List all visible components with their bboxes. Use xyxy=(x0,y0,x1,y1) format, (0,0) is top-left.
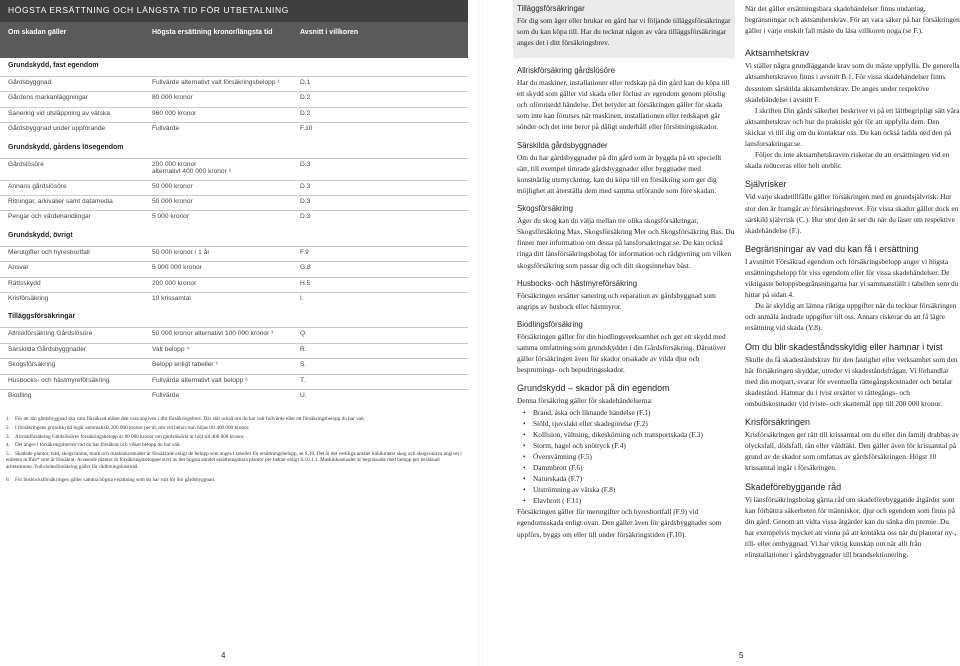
tillagg-heading: Tilläggsförsäkringar xyxy=(517,4,585,13)
allrisk-text: Har du maskiner, installationer eller redskap på din gård kan du köpa till ett skydd som gäller vid skada eller förlust av egendom genom plötslig och oförutsedd händelse. Det betyder att försäkringen gäller för skada som inte kan förutses när maskinen, installationen eller redskapet går sönder och det inte beror på dåligt underhåll eller förslitningsskador. xyxy=(517,78,730,132)
ska-text: Vi länsförsäkringsbolag gärna råd om skadeförebyggande åtgärder som kan förbättra säkerheten för människor, djur och egendom som finns på din gård. Genom att vidta vissa åtgärder kan du sänka din premie. Du har exempelvis mycket att vinna på att kontakta oss när du planerar ny-, till- eller ombyggnad. Vi har viktig kunskap om när allt från elinstallationer i gårdsbyggnader till brandsektionering. xyxy=(745,494,957,560)
cell-damage: Annans gårdslösöre xyxy=(8,182,67,190)
cell-section: D.2 xyxy=(300,94,311,102)
footnote-number: 5. xyxy=(6,450,10,457)
grund-list-item: • Dammbrott (F.6) xyxy=(523,462,735,473)
footnote xyxy=(6,425,466,432)
table-section-heading: Tilläggsförsäkringar xyxy=(8,313,76,321)
cell-max xyxy=(152,264,202,271)
cell-damage: Merutgifter och hyresbortfall xyxy=(8,248,90,256)
cell-max-value: Fullvärde xyxy=(152,125,180,133)
cell-section: S. xyxy=(300,361,307,369)
table-row xyxy=(0,107,468,122)
cell-max xyxy=(152,198,193,205)
table-row xyxy=(0,358,468,373)
cell-max-value: 80 000 kronor xyxy=(152,94,193,102)
cell-max-value: 200 000 kronor xyxy=(152,279,197,287)
table-section-heading: Grundskydd, gårdens lösegendom xyxy=(8,143,124,151)
sarskilda-text: Om du har gårdsbyggnader på din gård som är byggda på ett speciellt sätt, till exempel timrade gårdsbyggnader eller byggnader med konstnärlig utsmyckning, kan du köpa till en försäkring som ger dig möjlighet att återställa dem med samma utförande som före skadan. xyxy=(517,152,722,195)
cell-max xyxy=(152,161,231,175)
grund-list-item: • Brand, åska och liknande händelse (F.1) xyxy=(523,407,735,418)
sjalv-text: Vid varje skadetillfälle gäller försäkringen med en grundsjälvrisk. Hur stor den är framgår av försäkringsbrevet. För vissa skador gäller dock en särskild självrisk (C.). Hur stor den är ser du när du läser om respektive skadehändelse (F.). xyxy=(745,192,959,235)
cell-section: F.9 xyxy=(300,248,309,256)
grund-list-item: • Kollision, vältning, dikeskörning och transportskada (F.3) xyxy=(523,429,735,440)
footnote-text: För att din gårdsbyggnad ska vara försäkrad måste den vara angiven i ditt försäkringsbrev. Där står också om du har valt fullvärde eller ett försäkringsbelopp du har valt. xyxy=(15,416,366,423)
kris-heading: Krisförsäkringen xyxy=(745,417,811,428)
table-row xyxy=(0,158,468,180)
table-row xyxy=(0,76,468,91)
cell-section: I. xyxy=(300,295,304,302)
table-row xyxy=(0,327,468,342)
right-page xyxy=(487,0,960,666)
sjalv-heading: Självrisker xyxy=(745,179,787,190)
cell-max xyxy=(152,295,191,302)
footnote-number: 1. xyxy=(6,416,10,423)
cell-max xyxy=(152,183,193,190)
footnote-text: För husbocksförsäkringen gäller samma högsta ersättning som du har valt för din gårdsbyggnad. xyxy=(15,476,216,483)
cell-damage: Gårdslösöre xyxy=(8,160,44,168)
cell-section: D.3 xyxy=(300,213,311,221)
cell-section: T. xyxy=(300,376,306,384)
cell-damage: Gårdsbyggnad under uppförande xyxy=(8,125,106,133)
ska-heading: Skadeförebyggande råd xyxy=(745,481,842,492)
cell-max xyxy=(152,377,248,384)
table-row xyxy=(0,246,468,261)
cell-max xyxy=(152,249,210,256)
footnote-text: Det anges i försäkringsbrevet vad du har försäkrat och vilket belopp du har valt. xyxy=(15,442,181,449)
cell-max-value: 200 000 kronor xyxy=(152,160,197,168)
cell-max-value: Belopp enligt tabeller ⁵ xyxy=(152,361,219,369)
cell-damage: Allriskförsäkring Gårdslösöre xyxy=(8,330,93,338)
col-header-max: Högsta ersättning kronor/längsta tid xyxy=(152,29,273,36)
cell-damage: Husbocks- och hästmyreförsäkring xyxy=(8,376,110,384)
cell-max xyxy=(152,346,189,353)
skog-text: Äger du skog kan du välja mellan tre olika skogsförsäkringar, Skogsförsäkring Max, Skogsförsäkring Mer och Skogsförsäkring Bas. Du finner mer information om dessa på lansforsakringar.se. Du kan också ringa ditt länsförsäkringsbolag för information och rådgivning om vilken skogsförsäkring som passar dig och ditt skogsinnehav bäst. xyxy=(517,216,735,270)
table-row xyxy=(0,210,468,225)
table-row xyxy=(0,91,468,106)
cell-section: D.3 xyxy=(300,160,311,168)
cell-damage: Skogsförsäkring xyxy=(8,361,56,369)
footnote xyxy=(6,477,466,484)
cell-max-value: 50 000 kronor alternativt 100 000 kronor ³ xyxy=(152,330,274,338)
page-number-left: 4 xyxy=(221,651,226,660)
col-header-section: Avsnitt i villkoren xyxy=(300,29,359,36)
table-header xyxy=(0,0,468,58)
intro-text: När det gäller ersättningsbara skadehändelser finns undantag, begränsningar och aktsamhetskrav. För att vara säker på har försäkringen gäller i varje enskilt fall måste du läsa villkoren noga (se F.). xyxy=(745,4,960,36)
akt-heading: Aktsamhetskrav xyxy=(745,48,810,59)
table-row xyxy=(0,343,468,358)
cell-section: D.3 xyxy=(300,182,311,190)
table-row xyxy=(0,180,468,195)
grund-heading: Grundskydd – skador på din egendom xyxy=(517,383,670,394)
cell-damage: Ritningar, arkivalier samt datamedia xyxy=(8,198,113,205)
cell-max xyxy=(152,110,196,117)
allrisk-heading: Allriskförsäkring gårdslösöre xyxy=(517,66,615,75)
tillagg-box xyxy=(513,0,735,58)
cell-max-value: 50 000 kronor / 1 år xyxy=(152,248,210,256)
tvist-heading: Om du blir skadeståndsskyldig eller hamnar i tvist xyxy=(745,341,943,352)
grund-intro: Denna försäkring gäller för skadehändelserna: xyxy=(517,396,653,406)
footnote-number: 4. xyxy=(6,442,10,449)
grund-list-item: • Utströmning av vätska (F.8) xyxy=(523,484,735,495)
cell-damage: Rättsskydd xyxy=(8,279,41,287)
cell-section: D.2 xyxy=(300,109,311,117)
cell-damage: Sanering vid utsläppning av vätska xyxy=(8,109,110,117)
table-row xyxy=(0,277,468,292)
cell-max xyxy=(152,330,273,337)
grund-list-item: • Översvämning (F.5) xyxy=(523,451,735,462)
cell-section: D.1 xyxy=(300,79,311,86)
beg-text-2: Du är skyldig att lämna riktiga uppgifter när du tecknar försäkringen och anmäla ändrade uppgifter till oss. Annars riskerar du att få lägre ersättning vid skada (Y.8). xyxy=(745,301,957,333)
column-2 xyxy=(745,0,960,560)
cell-max-value: 5 000 kronor xyxy=(152,213,190,221)
bio-text: Försäkringen gäller för din biodlingsverksamhet och ger ett skydd med samma omfattning som grundskyddet i din Gårdsförsäkring. Därutöver gäller försäkringen även för skador orsakade av vilda djur och besprutnings- och bepudringsskador. xyxy=(517,331,726,375)
table-row xyxy=(0,261,468,276)
kris-text: Krisförsäkringen ger rätt till krissamtal om du eller din familj drabbas av olycksfall, dödsfall, rån eller våldtäkt. Den gäller även för krissamtal på grund av de skador som omfattas av gårdsförsäkringen. Högst 10 krissamtal ingår i försäkringen. xyxy=(745,430,959,473)
cell-max xyxy=(152,361,218,368)
cell-section: F.10 xyxy=(300,125,313,133)
beg-text-1: I avsnittet Försäkrad egendom och försäkringsbelopp anger vi högsta ersättningsbelopp för viss egendom eller för vissa skadehändelser. De viktigaste beloppsbegränsningarna har vi sammanställt i tabellen som du hittar på sidan 4. xyxy=(745,256,959,300)
grund-list xyxy=(523,407,735,507)
cell-max-value: 960 000 kronor xyxy=(152,109,197,117)
tillagg-text: För dig som äger eller brukar en gård har vi följande tilläggsförsäkringar som du kan köpa till. Har du tecknat någon av våra tilläggsförsäkringar anges det i ditt försäkringsbrev. xyxy=(517,16,731,48)
footnote-text: Skadade plantor, träd, skogsvärans, mark och maskinkostnader är försäkrade enligt de belopp som anges i tabeller för ersättningsbelopp, se S.10. Det är det verkliga antalet kubikmeter skog och skogsvärava angivet i enheten m3fub* som är försäkrat. Avseende plantor är försäkringsbeloppet styrt av det högsta antalet ersättningsbara plantor per hektar enligt S.10.1.1. Maskinkostnader är begränsade med belopp per beräknad arbetstimme. Fullvärdesförsäkring gäller för rådhiningskostnad. xyxy=(6,450,462,470)
table-row xyxy=(0,374,468,389)
cell-max xyxy=(152,94,193,101)
cell-damage: Särskilda Gårdsbyggnader xyxy=(8,345,87,353)
cell-section: Q. xyxy=(300,330,307,338)
akt-text-3: Följer du inte aktsamhetskraven riskerar du att ersättningen vid en skada reduceras eller helt uteblir. xyxy=(745,150,950,171)
table-row xyxy=(0,389,468,404)
footnote-number: 2. xyxy=(6,425,10,431)
cell-damage: Pengar och värdehandlingar xyxy=(8,213,91,221)
beg-heading: Begränsningar av vad du kan få i ersättning xyxy=(745,243,919,254)
cell-max-value: Fullvärde alternativt valt belopp ⁶ xyxy=(152,376,248,384)
grund-list-item: • Elavbrott ( F.11) xyxy=(523,495,735,506)
cell-max-value: Fullvärde xyxy=(152,392,180,399)
cell-max xyxy=(152,280,196,287)
tvist-text: Skulle du få skadeståndskrav för den fastighet eller verksamhet som den här försäkringen skyddar, utreder vi skadeståndsfrågan. Vi förhandlar med din motpart, svarar för eventuella rättegångskostnader och betalar skadestånd. Hamnar du i tvist ersätter vi rättegångs- och ombudskostnader vid tviste- och skattemål upp till 200 000 kronor. xyxy=(745,354,958,408)
left-page xyxy=(0,0,475,666)
cell-max xyxy=(152,79,280,86)
table-row xyxy=(0,195,468,210)
grund-list-item: • Storm, hagel och snötryck (F.4) xyxy=(523,440,735,451)
sarskilda-heading: Särskilda gårdsbyggnader xyxy=(517,140,608,150)
cell-max-value: 5 000 000 kronor xyxy=(152,264,202,272)
cell-damage: Krisförsäkring xyxy=(8,295,49,302)
column-1 xyxy=(517,0,735,540)
footnote-text: Allriskförsäkring Gårdslösöres försäkringsbelopp är 80 000 kronor om gårdslösöret är höjt till 400 000 kronor. xyxy=(15,433,245,440)
page-gutter xyxy=(478,0,484,666)
skog-heading: Skogsförsäkring xyxy=(517,204,573,214)
footnote-text: I försäkringens grundskydd ingår automatiskt 200 000 kronor per år, om vid behov kan höjas till 400 000 kronor. xyxy=(15,425,250,431)
cell-max-value: 50 000 kronor xyxy=(152,198,193,205)
cell-section: D.3 xyxy=(300,198,311,205)
footnote xyxy=(6,442,466,449)
husbock-heading: Husbocks- och hästmyreförsäkring xyxy=(517,278,638,288)
akt-text-1: Vi ställer några grundläggande krav som du måste uppfylla. De generella aktsamhetskraven finns i avsnitt B.1. För vissa skadehändelser finns dessutom särskilda aktsamhetskrav. De anges under respektive skadehändelse i avsnitt F. xyxy=(745,61,960,104)
grund-list-item: • Stöld, tjuvslakt eller skadegörelse (F.2) xyxy=(523,418,735,429)
footnote xyxy=(6,416,466,423)
page-number-right: 5 xyxy=(739,651,744,660)
cell-section: G.8 xyxy=(300,264,311,272)
cell-max xyxy=(152,213,189,220)
cell-damage: Gårdens markanläggningar xyxy=(8,94,88,102)
cell-max-alt: alternativt 400 000 kronor ² xyxy=(152,167,231,175)
husbock-text: Försäkringen ersätter sanering och reparation av gårdsbyggnad som angrips av husbock eller hästmyror. xyxy=(517,290,716,311)
footnote-number: 6. xyxy=(6,476,10,483)
cell-section: U. xyxy=(300,392,307,399)
grund-outro: Försäkringen gäller för merutgifter och hyresbortfall (F.9) vid egendomsskada enligt ovan. Den gäller även för gårdsbyggnader som uppförs, byggs om eller till under försäkringstiden (F.10). xyxy=(517,507,722,539)
grund-list-item: • Naturskada (F.7) xyxy=(523,473,735,484)
cell-max-value: Valt belopp ⁴ xyxy=(152,345,190,353)
table-row xyxy=(0,122,468,137)
cell-damage: Ansvar xyxy=(8,264,29,272)
col-header-damage: Om skadan gäller xyxy=(8,29,67,36)
footnote xyxy=(6,434,466,441)
cell-damage: Gårdsbyggnad xyxy=(8,79,52,86)
akt-text-2: I skriften Din gårds säkerhet beskriver vi på ett lättbegripligt sätt våra aktsamhetskrav och hur du praktiskt gör för att uppfylla dem. Den skickar vi till dig om du kontaktar oss. Du kan också ladda ned den på lansforsakringar.se. xyxy=(745,105,960,149)
table-section-heading: Grundskydd, övrigt xyxy=(8,231,73,239)
bio-heading: Biodlingsförsäkring xyxy=(517,319,583,329)
cell-damage: Biodling xyxy=(8,392,32,399)
cell-max xyxy=(152,125,179,132)
cell-max-value: Fullvärde alternativt valt försäkringsbelopp ¹ xyxy=(152,79,280,86)
cell-max-value: 10 krissamtal xyxy=(152,295,191,302)
table-row xyxy=(0,292,468,307)
table-section-heading: Grundskydd, fast egendom xyxy=(8,62,99,69)
cell-section: H.5 xyxy=(300,279,311,287)
cell-max-value: 50 000 kronor xyxy=(152,182,193,190)
cell-section: R. xyxy=(300,345,307,353)
table-title: HÖGSTA ERSÄTTNING OCH LÄNGSTA TID FÖR UTBETALNING xyxy=(0,0,468,22)
benefit-table xyxy=(0,0,468,399)
footnote xyxy=(6,451,466,471)
footnote-number: 3. xyxy=(6,433,10,440)
cell-max xyxy=(152,392,179,399)
